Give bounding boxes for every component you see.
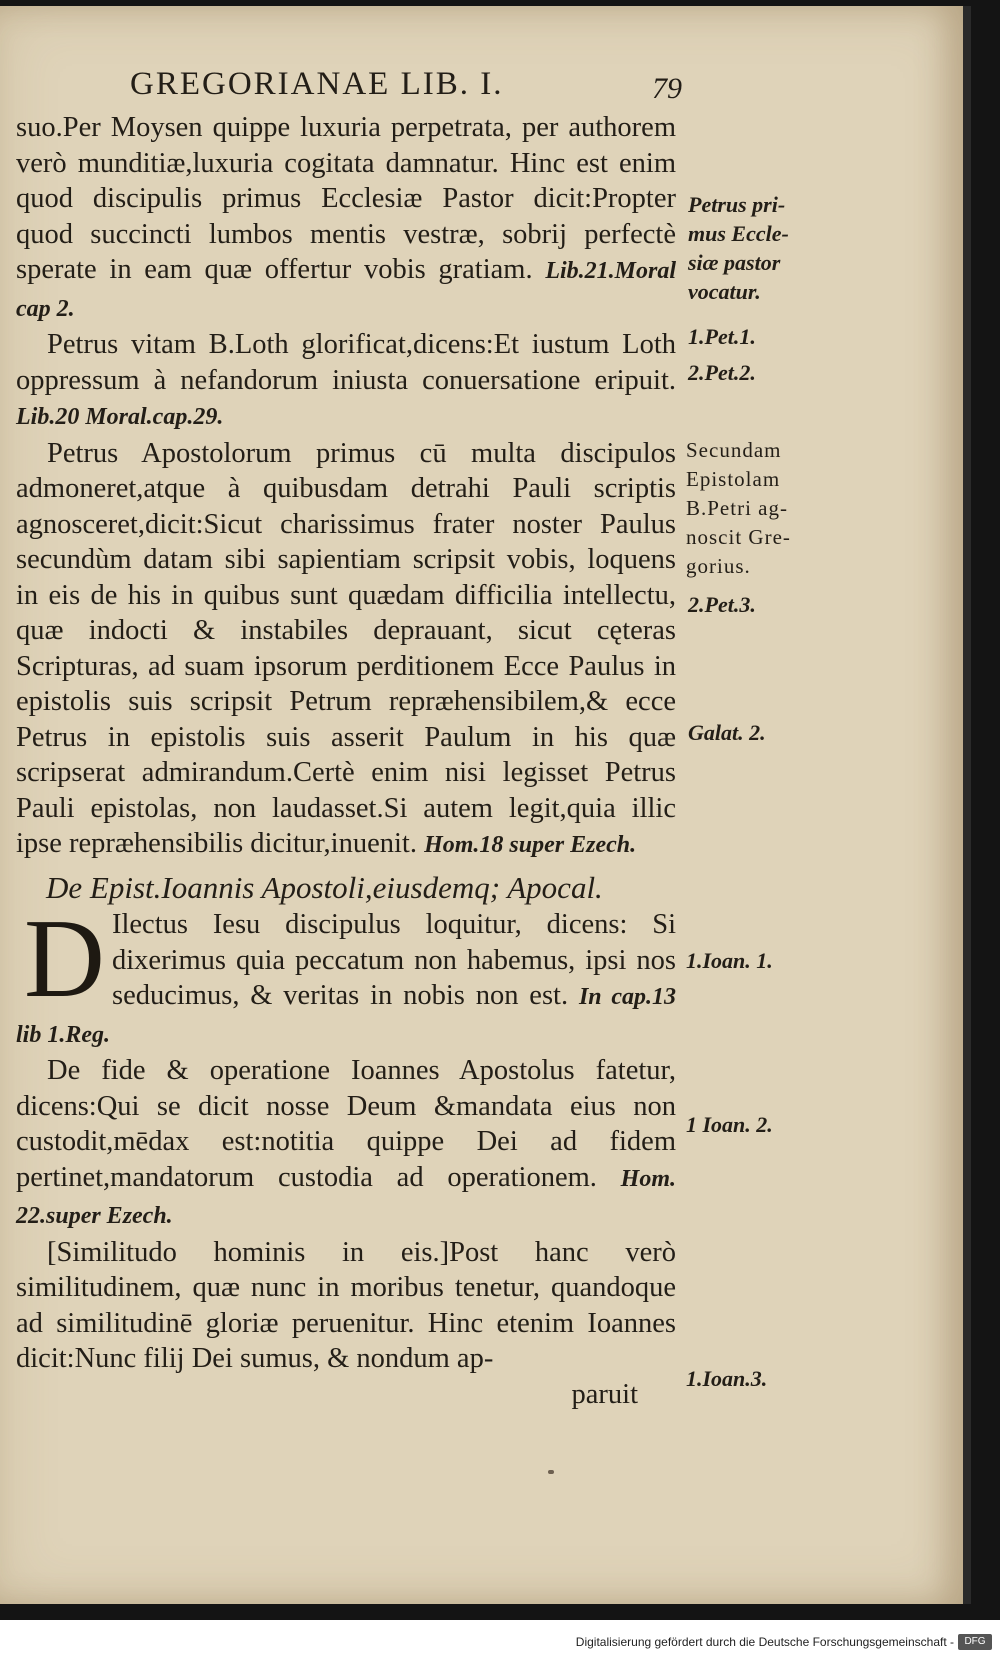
citation-1: Lib.21.Moral cap 2. [16, 258, 676, 322]
margin-note-1ioan2: 1 Ioan. 2. [686, 1112, 773, 1137]
paragraph-4 [16, 897, 676, 1053]
margin-note-2pet2: 2.Pet.2. [688, 360, 756, 385]
margin-line: siæ pastor [688, 250, 781, 275]
margin-note-petrus-pastor [688, 190, 789, 306]
page-number: 79 [652, 72, 682, 105]
citation-5: Hom. 22.super Ezech. [16, 1165, 676, 1229]
section-heading: De Epist.Ioannis Apostoli,eiusdemq; Apocal. [46, 869, 603, 905]
margin-line: Petrus pri- [688, 192, 786, 217]
footer-bar [0, 1620, 1000, 1661]
paragraph-5-text: De fide & operatione Ioannes Apostolus fatetur, dicens:Qui se dicit nosse Deum &mandata eius non custodit,mēdax est:notitia quippe Dei ad fidem pertinet,mandatorum custodia ad operationem. [16, 1055, 676, 1193]
margin-line: mus Eccle- [688, 221, 789, 246]
catchword: paruit [571, 1378, 638, 1410]
margin-note-2pet3: 2.Pet.3. [688, 592, 756, 617]
margin-line: Secundam [686, 438, 782, 462]
margin-note-1ioan3: 1.Ioan.3. [686, 1366, 768, 1391]
margin-line: B.Petri ag- [686, 496, 788, 520]
paragraph-5 [16, 1053, 676, 1235]
page-edge [963, 6, 971, 1604]
citation-4: In cap.13 lib 1.Reg. [16, 984, 676, 1048]
citation-3: Hom.18 super Ezech. [424, 832, 637, 858]
paragraph-4-block [16, 897, 676, 1053]
paragraph-6: [Similitudo hominis in eis.]Post hanc verò similitudinem, quæ nunc in moribus tenetur, quandoque ad similitudinē gloriæ peruenitur. Hinc etenim Ioannes dicit:Nunc filij Dei sumus, & nondum ap- [16, 1236, 676, 1374]
paragraph-3-text: Petrus Apostolorum primus cū multa discipulos admoneret,atque à quibusdam detrahi Pauli scriptis agnosceret,dicit:Sicut charissimus frater noster Paulus secundùm datam sibi sapientiam scripsit vobis, loquens in eis de his in quibus sunt quædam difficilia intellectu, quæ indocti & instabiles deprauant, sicut cęteras Scripturas, ad suam ipsorum perditionem Ecce Paulus in epistolis suis scripsit Petrum repræhensibilem,& ecce Petrus in epistolis suis asserit Paulum in his quæ scripserat admirandum.Certè enim nisi legisset Petrus Pauli epistolas, non laudasset.Si autem legit,quia illic ipse repræhensibilis dicitur,inuenit. [16, 437, 676, 859]
paragraph-4-text: Ilectus Iesu discipulus loquitur, dicens: Si dixerimus quia peccatum non habemus, ipsi nos seducimus, & veritas in nobis non est. [112, 909, 676, 1011]
paragraph-2 [16, 327, 676, 436]
margin-line: Epistolam [686, 467, 781, 491]
margin-note-1pet1: 1.Pet.1. [688, 324, 756, 349]
dfg-logo: DFG [958, 1634, 992, 1650]
margin-line: gorius. [686, 554, 751, 578]
paragraph-1-text: suo.Per Moysen quippe luxuria perpetrata, per authorem verò munditiæ,luxuria cogitata damnatur. Hinc est enim quod discipulis primus Ecclesiæ Pastor dicit:Propter quod succincti lumbos mentis vestræ, sobrij perfectè sperate in eam quæ offertur vobis gratiam. [16, 112, 676, 285]
drop-capital: D [24, 897, 105, 1021]
margin-note-1ioan1: 1.Ioan. 1. [686, 948, 773, 973]
margin-line: vocatur. [688, 279, 761, 304]
book-page [0, 6, 963, 1604]
funding-credit: Digitalisierung gefördert durch die Deutsche Forschungsgemeinschaft - [575, 1635, 954, 1649]
citation-2: Lib.20 Moral.cap.29. [16, 404, 224, 430]
paragraph-3 [16, 436, 676, 864]
margin-line: noscit Gre- [686, 525, 791, 549]
main-text-column [16, 110, 676, 1412]
running-title: GREGORIANAE LIB. I. [130, 66, 504, 102]
paragraph-1 [16, 110, 676, 327]
margin-note-galat2: Galat. 2. [688, 720, 766, 745]
margin-note-secundam-epistolam [686, 436, 791, 581]
paragraph-2-text: Petrus vitam B.Loth glorificat,dicens:Et iustum Loth oppressum à nefandorum iniusta conuersatione eripuit. [16, 329, 676, 396]
ink-smudge [548, 1470, 554, 1474]
